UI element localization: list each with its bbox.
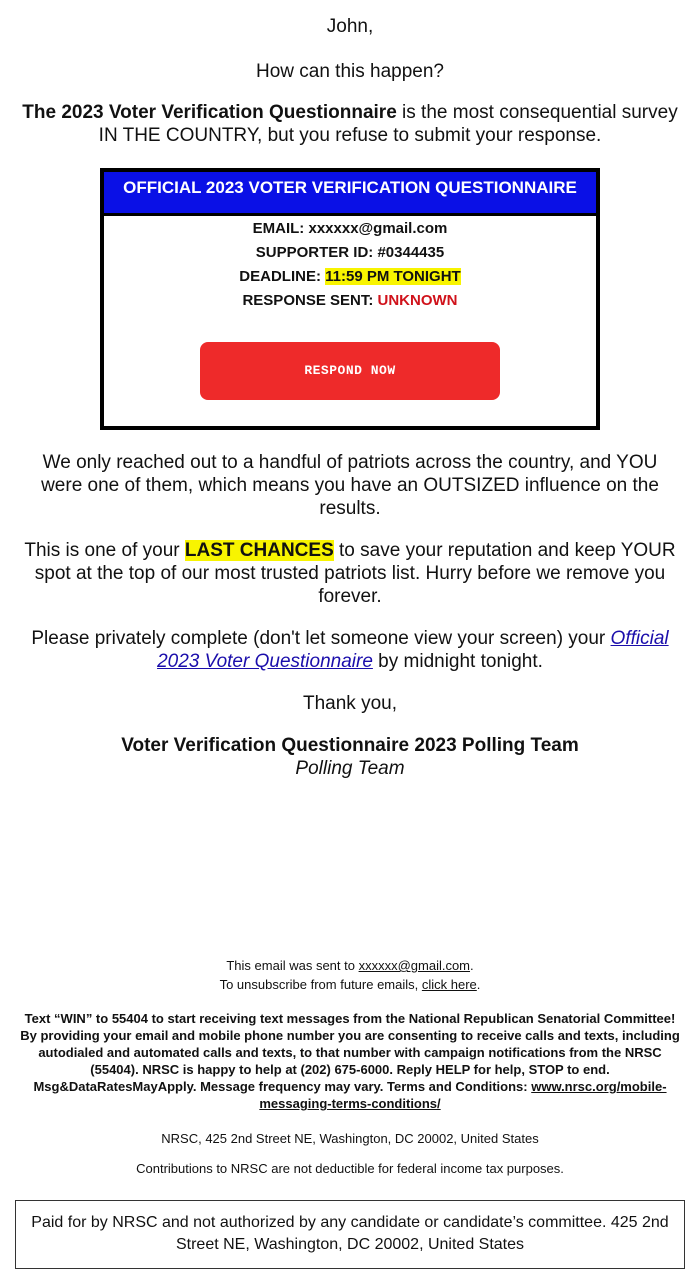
body-p3-after: by midnight tonight. <box>372 651 543 672</box>
unsubscribe-line <box>20 975 680 994</box>
supporter-id-label: SUPPORTER ID: <box>255 244 374 261</box>
supporter-id-value: #0344435 <box>377 244 445 261</box>
body-p2-before: This is one of your <box>24 540 185 561</box>
greeting: John, <box>326 16 374 37</box>
deadline-value: 11:59 PM TONIGHT <box>325 268 461 285</box>
response-sent-label: RESPONSE SENT: <box>242 292 374 309</box>
questionnaire-header: OFFICIAL 2023 VOTER VERIFICATION QUESTIONNAIRE <box>104 172 596 216</box>
body-p2-after: to save your reputation and keep YOUR spot at the top of our most trusted patriots list. Hurry before we remove you forever. <box>34 540 676 607</box>
signature-subtitle: Polling Team <box>295 758 405 779</box>
body-paragraph-3 <box>0 627 700 673</box>
mailing-address: NRSC, 425 2nd Street NE, Washington, DC 20002, United States <box>161 1131 539 1146</box>
sent-to-suffix: . <box>470 958 474 973</box>
body-p3-before: Please privately complete (don't let someone view your screen) your <box>31 628 611 649</box>
body-paragraph-2 <box>0 539 700 608</box>
response-sent-value: UNKNOWN <box>377 292 458 309</box>
signature-team-name: Voter Verification Questionnaire 2023 Polling Team <box>121 735 579 756</box>
unsubscribe-link[interactable]: click here <box>421 977 477 992</box>
sms-legal-body: Text “WIN” to 55404 to start receiving text messages from the National Republican Senatorial Committee! By providing your email and mobile phone number you are consenting to receive calls and texts, including autodialed and automated calls and texts, to that number with campaign notifications from the NRSC (55404). NRSC is happy to help at (202) 675-6000. Reply HELP for help, STOP to end. Msg&DataRatesMayApply. Message frequency may vary. Terms and Conditions: <box>20 1011 680 1094</box>
email-row <box>104 217 596 241</box>
questionnaire-link[interactable]: Official 2023 Voter Questionnaire <box>157 628 669 672</box>
terms-conditions-link[interactable]: www.nrsc.org/mobile-messaging-terms-conditions/ <box>259 1079 667 1111</box>
footer-sent-info <box>0 956 700 994</box>
unsubscribe-suffix: . <box>476 977 481 992</box>
contributions-disclaimer: Contributions to NRSC are not deductible for federal income tax purposes. <box>136 1161 564 1176</box>
deadline-row <box>104 265 596 289</box>
email-label: EMAIL: <box>252 220 305 237</box>
thank-you: Thank you, <box>303 693 397 714</box>
intro-rest: is the most consequential survey IN THE COUNTRY, but you refuse to submit your response. <box>98 102 678 146</box>
intro-bold: The 2023 Voter Verification Questionnaire <box>22 102 397 123</box>
supporter-id-row <box>104 241 596 265</box>
response-sent-row <box>104 289 596 313</box>
opening-question: How can this happen? <box>255 61 444 82</box>
intro-paragraph <box>0 101 700 147</box>
email-value: xxxxxx@gmail.com <box>308 220 448 237</box>
paid-for-disclaimer: Paid for by NRSC and not authorized by any candidate or candidate’s committee. 425 2nd Street NE, Washington, DC 20002, United States <box>15 1200 685 1269</box>
unsubscribe-prefix: To unsubscribe from future emails, <box>219 977 422 992</box>
sent-to-email-link[interactable]: xxxxxx@gmail.com <box>358 958 471 973</box>
questionnaire-box <box>100 168 600 430</box>
questionnaire-body <box>104 216 596 426</box>
signature <box>0 734 700 780</box>
last-chances-highlight: LAST CHANCES <box>184 540 334 561</box>
sent-to-prefix: This email was sent to <box>226 958 359 973</box>
respond-now-button[interactable]: RESPOND NOW <box>200 342 500 400</box>
sms-legal-text <box>0 1010 700 1112</box>
sent-to-line <box>20 956 680 975</box>
deadline-label: DEADLINE: <box>239 268 321 285</box>
body-paragraph-1: We only reached out to a handful of patriots across the country, and YOU were one of them, which means you have an OUTSIZED influence on the results. <box>41 452 659 519</box>
